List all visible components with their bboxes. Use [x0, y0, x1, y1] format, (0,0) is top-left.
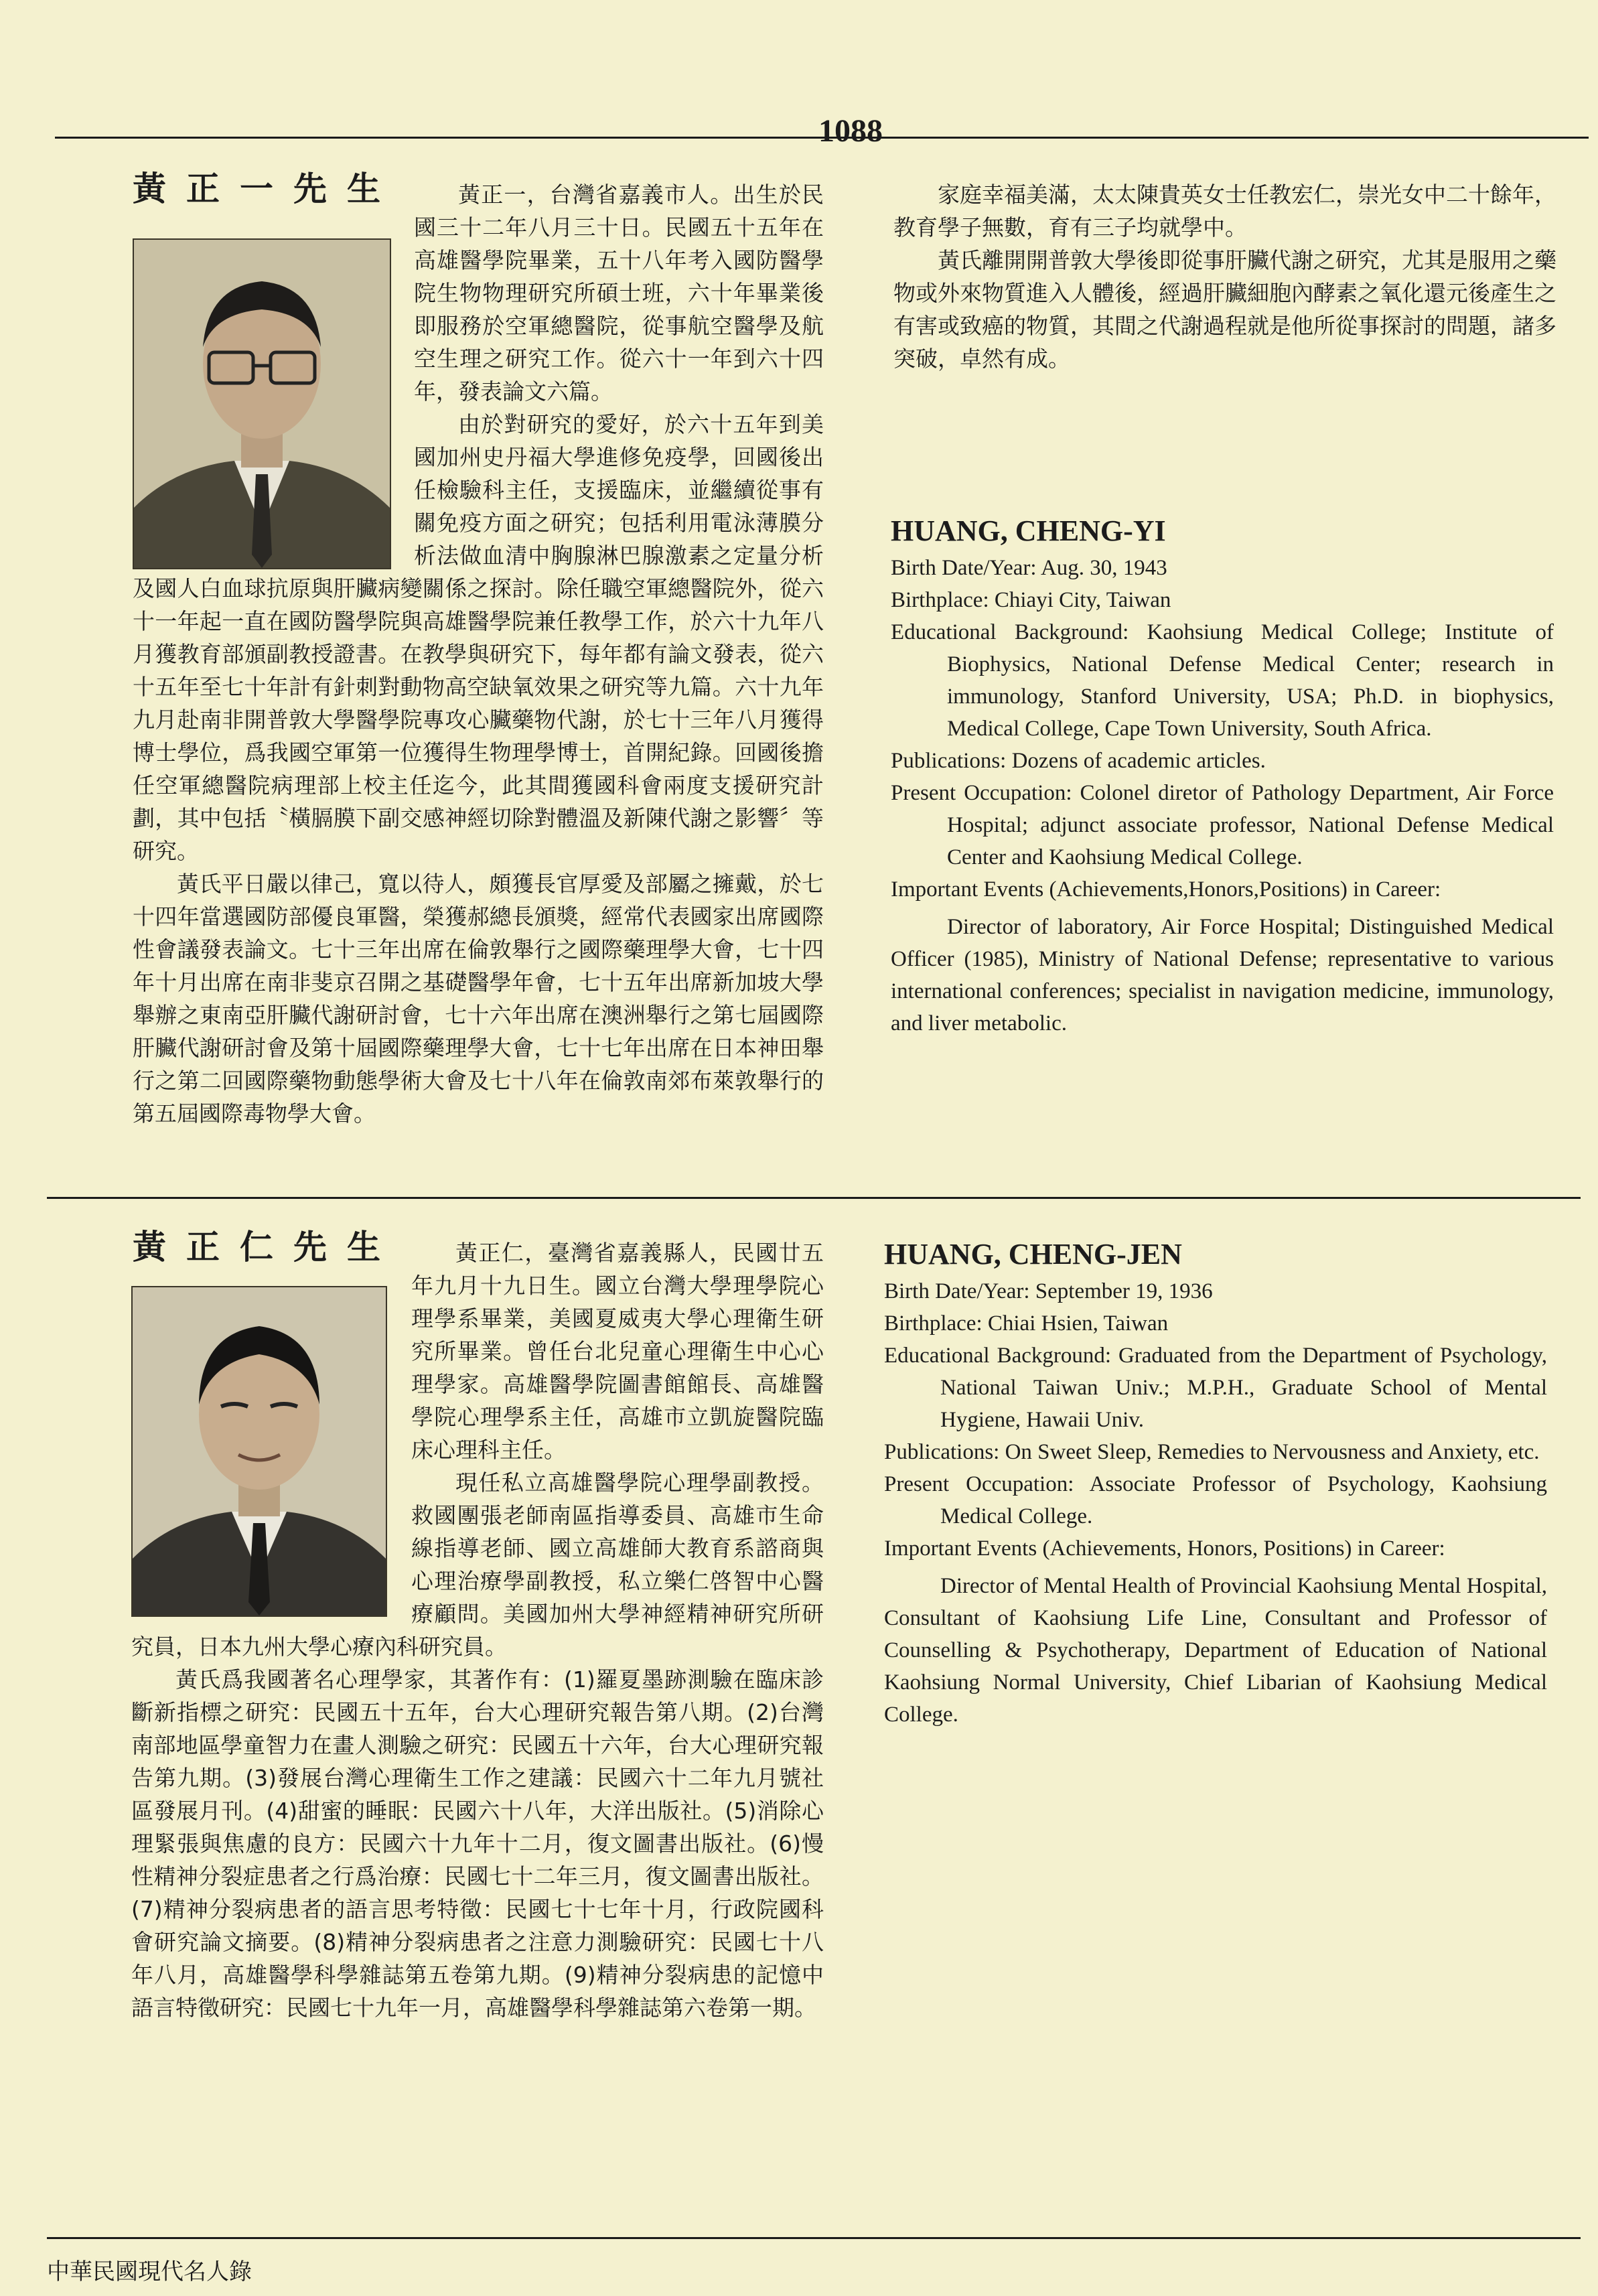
entry-1-field-birth-date: Birth Date/Year: Aug. 30, 1943	[891, 556, 1167, 580]
entry-1-english-paragraph: Director of laboratory, Air Force Hospital; Distinguished Medical Officer (1985), Ministry of National Defense; representative to various international conferences; specialist in navigation medicine, immunology, and liver metabolic.	[891, 915, 1554, 1035]
page-number: 1088	[818, 113, 883, 149]
entry-2-english-name: HUANG, CHENG-JEN	[884, 1238, 1182, 1271]
entry-1-field-birthplace: Birthplace: Chiayi City, Taiwan	[891, 588, 1171, 612]
entry-1-field-education: Educational Background: Kaohsiung Medical College; Institute of Biophysics, National Defense Medical Center; research in immunology, Stanford University, USA; Ph.D. in biophysics, Medical College, Cape Town University, South Africa.	[891, 620, 1554, 741]
entry-2-field-important-events: Important Events (Achievements, Honors, Positions) in Career:	[884, 1536, 1445, 1561]
entry-1-chinese-paragraph: 由於對研究的愛好，於六十五年到美國加州史丹福大學進修免疫學，回國後出任檢驗科主任，支援臨床，並繼續從事有關免疫方面之研究；包括利用電泳薄膜分析法做血清中胸腺淋巴腺激素之定量分析及國人白血球抗原與肝臟病變關係之探討。除任職空軍總醫院外，從六十一年起一直在國防醫學院與高雄醫學院兼任教學工作，於六十九年八月獲教育部頒副教授證書。在教學與研究下，每年都有論文發表，從六十五年至七十年計有針刺對動物高空缺氧效果之研究等九篇。六十九年九月赴南非開普敦大學醫學院專攻心臟藥物代謝，於七十三年八月獲得博士學位，爲我國空軍第一位獲得生物理學博士，首開紀錄。回國後擔任空軍總醫院病理部上校主任迄今，此其間獲國科會兩度支援研究計劃，其中包括〝橫膈膜下副交感神經切除對體溫及新陳代謝之影響〞等研究。	[133, 411, 824, 864]
entry-2-chinese-name: 黃正仁先生	[133, 1228, 401, 1267]
entry-1-chinese-paragraph: 家庭幸福美滿，太太陳貴英女士任教宏仁，崇光女中二十餘年，教育學子無數，育有三子均就學中。	[893, 182, 1556, 240]
entry-2-chinese-paragraph: 黃氏爲我國著名心理學家，其著作有：(1)羅夏墨跡測驗在臨床診斷新指標之研究：民國五十五年，台大心理研究報告第八期。(2)台灣南部地區學童智力在畫人測驗之研究：民國五十六年，台大心理研究報告第九期。(3)發展台灣心理衛生工作之建議：民國六十二年九月號社區發展月刊。(4)甜蜜的睡眠：民國六十八年，大洋出版社。(5)消除心理緊張與焦慮的良方：民國六十九年十二月，復文圖書出版社。(6)慢性精神分裂症患者之行爲治療：民國七十二年三月，復文圖書出版社。(7)精神分裂病患者的語言思考特徵：民國七十七年十月，行政院國科會研究論文摘要。(8)精神分裂病患者之注意力測驗研究：民國七十八年八月，高雄醫學科學雜誌第五卷第九期。(9)精神分裂病患的記憶中語言特徵研究：民國七十九年一月，高雄醫學科學雜誌第六卷第一期。	[131, 1666, 824, 2021]
entry-2-field-occupation: Present Occupation: Associate Professor of Psychology, Kaohsiung Medical College.	[884, 1472, 1547, 1528]
entry-1-chinese-paragraph: 黃正一，台灣省嘉義市人。出生於民國三十二年八月三十日。民國五十五年在高雄醫學院畢業，五十八年考入國防醫學院生物物理研究所碩士班，六十年畢業後即服務於空軍總醫院，從事航空醫學及航空生理之研究工作。從六十一年到六十四年，發表論文六篇。	[414, 182, 824, 405]
entry-1-chinese-name: 黃正一先生	[133, 169, 401, 208]
entry-1-english-name: HUANG, CHENG-YI	[891, 514, 1166, 547]
entry-1-field-occupation: Present Occupation: Colonel diretor of Pathology Department, Air Force Hospital; adjunct associate professor, National Defense Medical Center and Kaohsiung Medical College.	[891, 781, 1554, 869]
entry-1-chinese-paragraph: 黃氏平日嚴以律己，寬以待人，頗獲長官厚愛及部屬之擁戴，於七十四年當選國防部優良軍醫，榮獲郝總長頒獎，經常代表國家出席國際性會議發表論文。七十三年出席在倫敦舉行之國際藥理學大會，七十四年十月出席在南非斐京召開之基礎醫學年會，七十五年出席新加坡大學舉辦之東南亞肝臟代謝研討會，七十六年出席在澳洲舉行之第七屆國際肝臟代謝研討會及第十屆國際藥理學大會，七十七年出席在日本神田舉行之第二回國際藥物動態學術大會及七十八年在倫敦南郊布萊敦舉行的第五屆國際毒物學大會。	[133, 871, 824, 1127]
entry-1-chinese-paragraph: 黃氏離開開普敦大學後即從事肝臟代謝之研究，尤其是服用之藥物或外來物質進入人體後，經過肝臟細胞內酵素之氧化還元後產生之有害或致癌的物質，其間之代謝過程就是他所從事探討的問題，諸多突破，卓然有成。	[893, 247, 1556, 372]
entry-2-english-biography	[884, 1235, 1547, 1731]
entry-1-field-publications: Publications: Dozens of academic articles.	[891, 749, 1266, 773]
entry-1-chinese-biography	[133, 178, 824, 1130]
entry-2-field-birthplace: Birthplace: Chiai Hsien, Taiwan	[884, 1311, 1169, 1336]
entry-2-english-paragraph: Director of Mental Health of Provincial Kaohsiung Mental Hospital, Consultant of Kaohsiung Life Line, Consultant and Professor of Counselling & Psychotherapy, Department of Education of National Kaohsiung Normal University, Chief Libarian of Kaohsiung Medical College.	[884, 1574, 1547, 1727]
entry-1-field-important-events: Important Events (Achievements,Honors,Positions) in Career:	[891, 877, 1441, 902]
entry-2-field-education: Educational Background: Graduated from the Department of Psychology, National Taiwan Univ.; M.P.H., Graduate School of Mental Hygiene, Hawaii Univ.	[884, 1344, 1547, 1432]
entry-2-field-publications: Publications: On Sweet Sleep, Remedies to Nervousness and Anxiety, etc.	[884, 1440, 1540, 1464]
entry-1-english-biography	[891, 512, 1554, 1039]
entry-1-chinese-biography-continued	[893, 178, 1556, 375]
entry-2-chinese-biography	[131, 1236, 824, 2024]
entry-2-field-birth-date: Birth Date/Year: September 19, 1936	[884, 1279, 1213, 1303]
footer-book-title: 中華民國現代名人錄	[47, 2258, 252, 2285]
section-divider	[47, 1197, 1581, 1199]
entry-2-chinese-paragraph: 現任私立高雄醫學院心理學副教授。救國團張老師南區指導委員、高雄市生命線指導老師、國立高雄師大教育系諮商與心理治療學副教授，私立樂仁啓智中心醫療顧問。美國加州大學神經精神研究所研究員，日本九州大學心療內科研究員。	[131, 1469, 824, 1660]
footer-rule	[47, 2237, 1581, 2239]
entry-2-chinese-paragraph: 黃正仁，臺灣省嘉義縣人，民國廿五年九月十九日生。國立台灣大學理學院心理學系畢業，美國夏威夷大學心理衛生研究所畢業。曾任台北兒童心理衛生中心心理學家。高雄醫學院圖書館館長、高雄醫學院心理學系主任，高雄市立凱旋醫院臨床心理科主任。	[411, 1240, 824, 1463]
